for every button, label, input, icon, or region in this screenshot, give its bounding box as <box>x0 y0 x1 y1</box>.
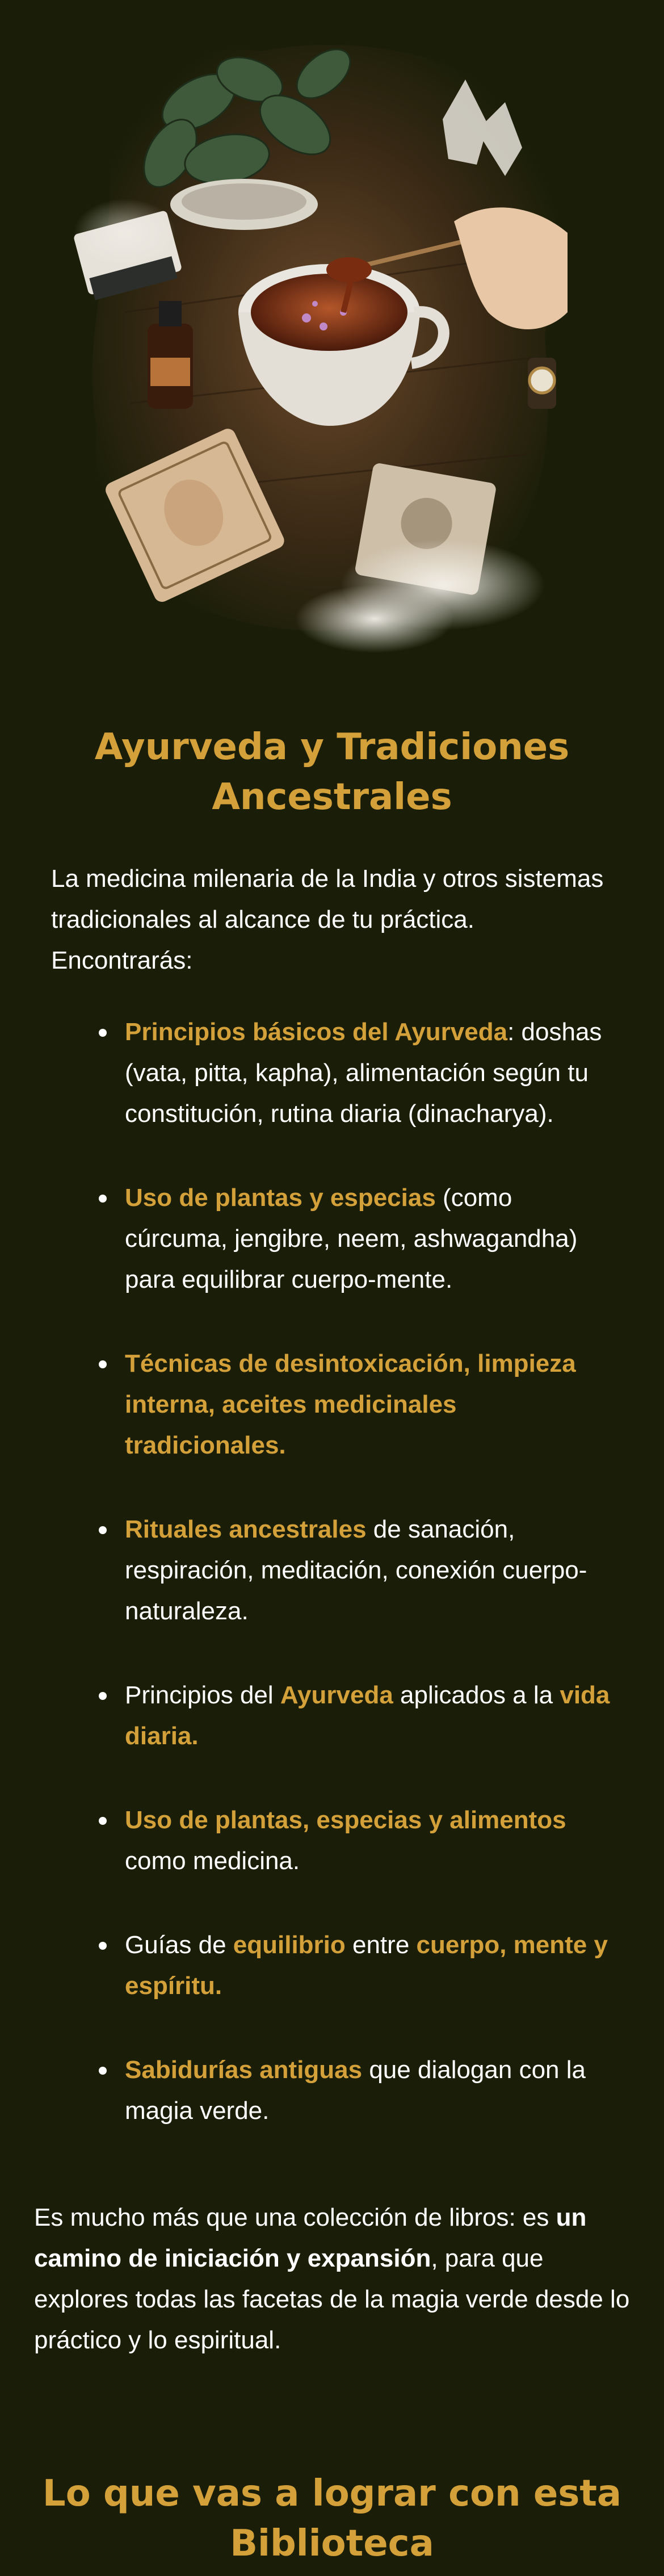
list-item <box>51 1343 619 1466</box>
list-item <box>51 1800 619 1882</box>
list-item-text: Guías de <box>125 1931 233 1959</box>
list-item-text: (como cúrcuma, jengibre, neem, ashwagandha) para equilibrar cuerpo-mente. <box>125 1184 578 1293</box>
list-item-highlight: equilibrio <box>233 1931 346 1959</box>
bottom-title: Lo que vas a lograr con esta Biblioteca <box>42 2473 622 2565</box>
section-title: Ayurveda y Tradiciones Ancestrales <box>94 726 570 818</box>
closing-text: , para que explores todas las facetas de la magia verde desde lo práctico y lo espiritual. <box>34 2244 630 2354</box>
section-intro: La medicina milenaria de la India y otros sistemas tradicionales al alcance de tu práctica. Encontrarás: <box>51 865 604 974</box>
list-item <box>51 1012 619 1134</box>
list-item-text: aplicados a la <box>393 1681 560 1709</box>
list-item <box>51 2050 619 2131</box>
list-item <box>51 1675 619 1757</box>
hero-image <box>57 17 585 670</box>
list-item-text: como medicina. <box>125 1847 300 1875</box>
list-item-text: Principios del <box>125 1681 280 1709</box>
list-item-highlight: Rituales ancestrales <box>125 1515 367 1543</box>
list-item-text: que dialogan con la magia verde. <box>125 2056 586 2125</box>
list-item-highlight: Sabidurías antiguas <box>125 2056 363 2084</box>
list-item <box>51 1509 619 1632</box>
list-item-highlight: Uso de plantas y especias <box>125 1184 436 1212</box>
list-item-highlight: Ayurveda <box>280 1681 393 1709</box>
list-item-text: de sanación, respiración, meditación, conexión cuerpo-naturaleza. <box>125 1515 587 1625</box>
list-item-highlight: Principios básicos del Ayurveda <box>125 1018 508 1046</box>
list-item-highlight: cuerpo, mente y espíritu. <box>125 1931 608 2000</box>
list-item-highlight: Técnicas de desintoxicación, limpieza interna, aceites medicinales tradicionales. <box>125 1350 576 1459</box>
closing-text: Es mucho más que una colección de libros: es <box>34 2204 556 2231</box>
list-item-highlight: Uso de plantas, especias y alimentos <box>125 1806 566 1834</box>
feature-list <box>51 1012 619 2175</box>
list-item <box>51 1178 619 1300</box>
list-item <box>51 1925 619 2007</box>
list-item-text: : doshas (vata, pitta, kapha), alimentación según tu constitución, rutina diaria (dinacharya). <box>125 1018 602 1128</box>
list-item-text: entre <box>345 1931 417 1959</box>
closing-paragraph <box>34 2197 636 2361</box>
list-item-highlight: vida diaria. <box>125 1681 610 1750</box>
closing-strong: un camino de iniciación y expansión <box>34 2204 587 2272</box>
